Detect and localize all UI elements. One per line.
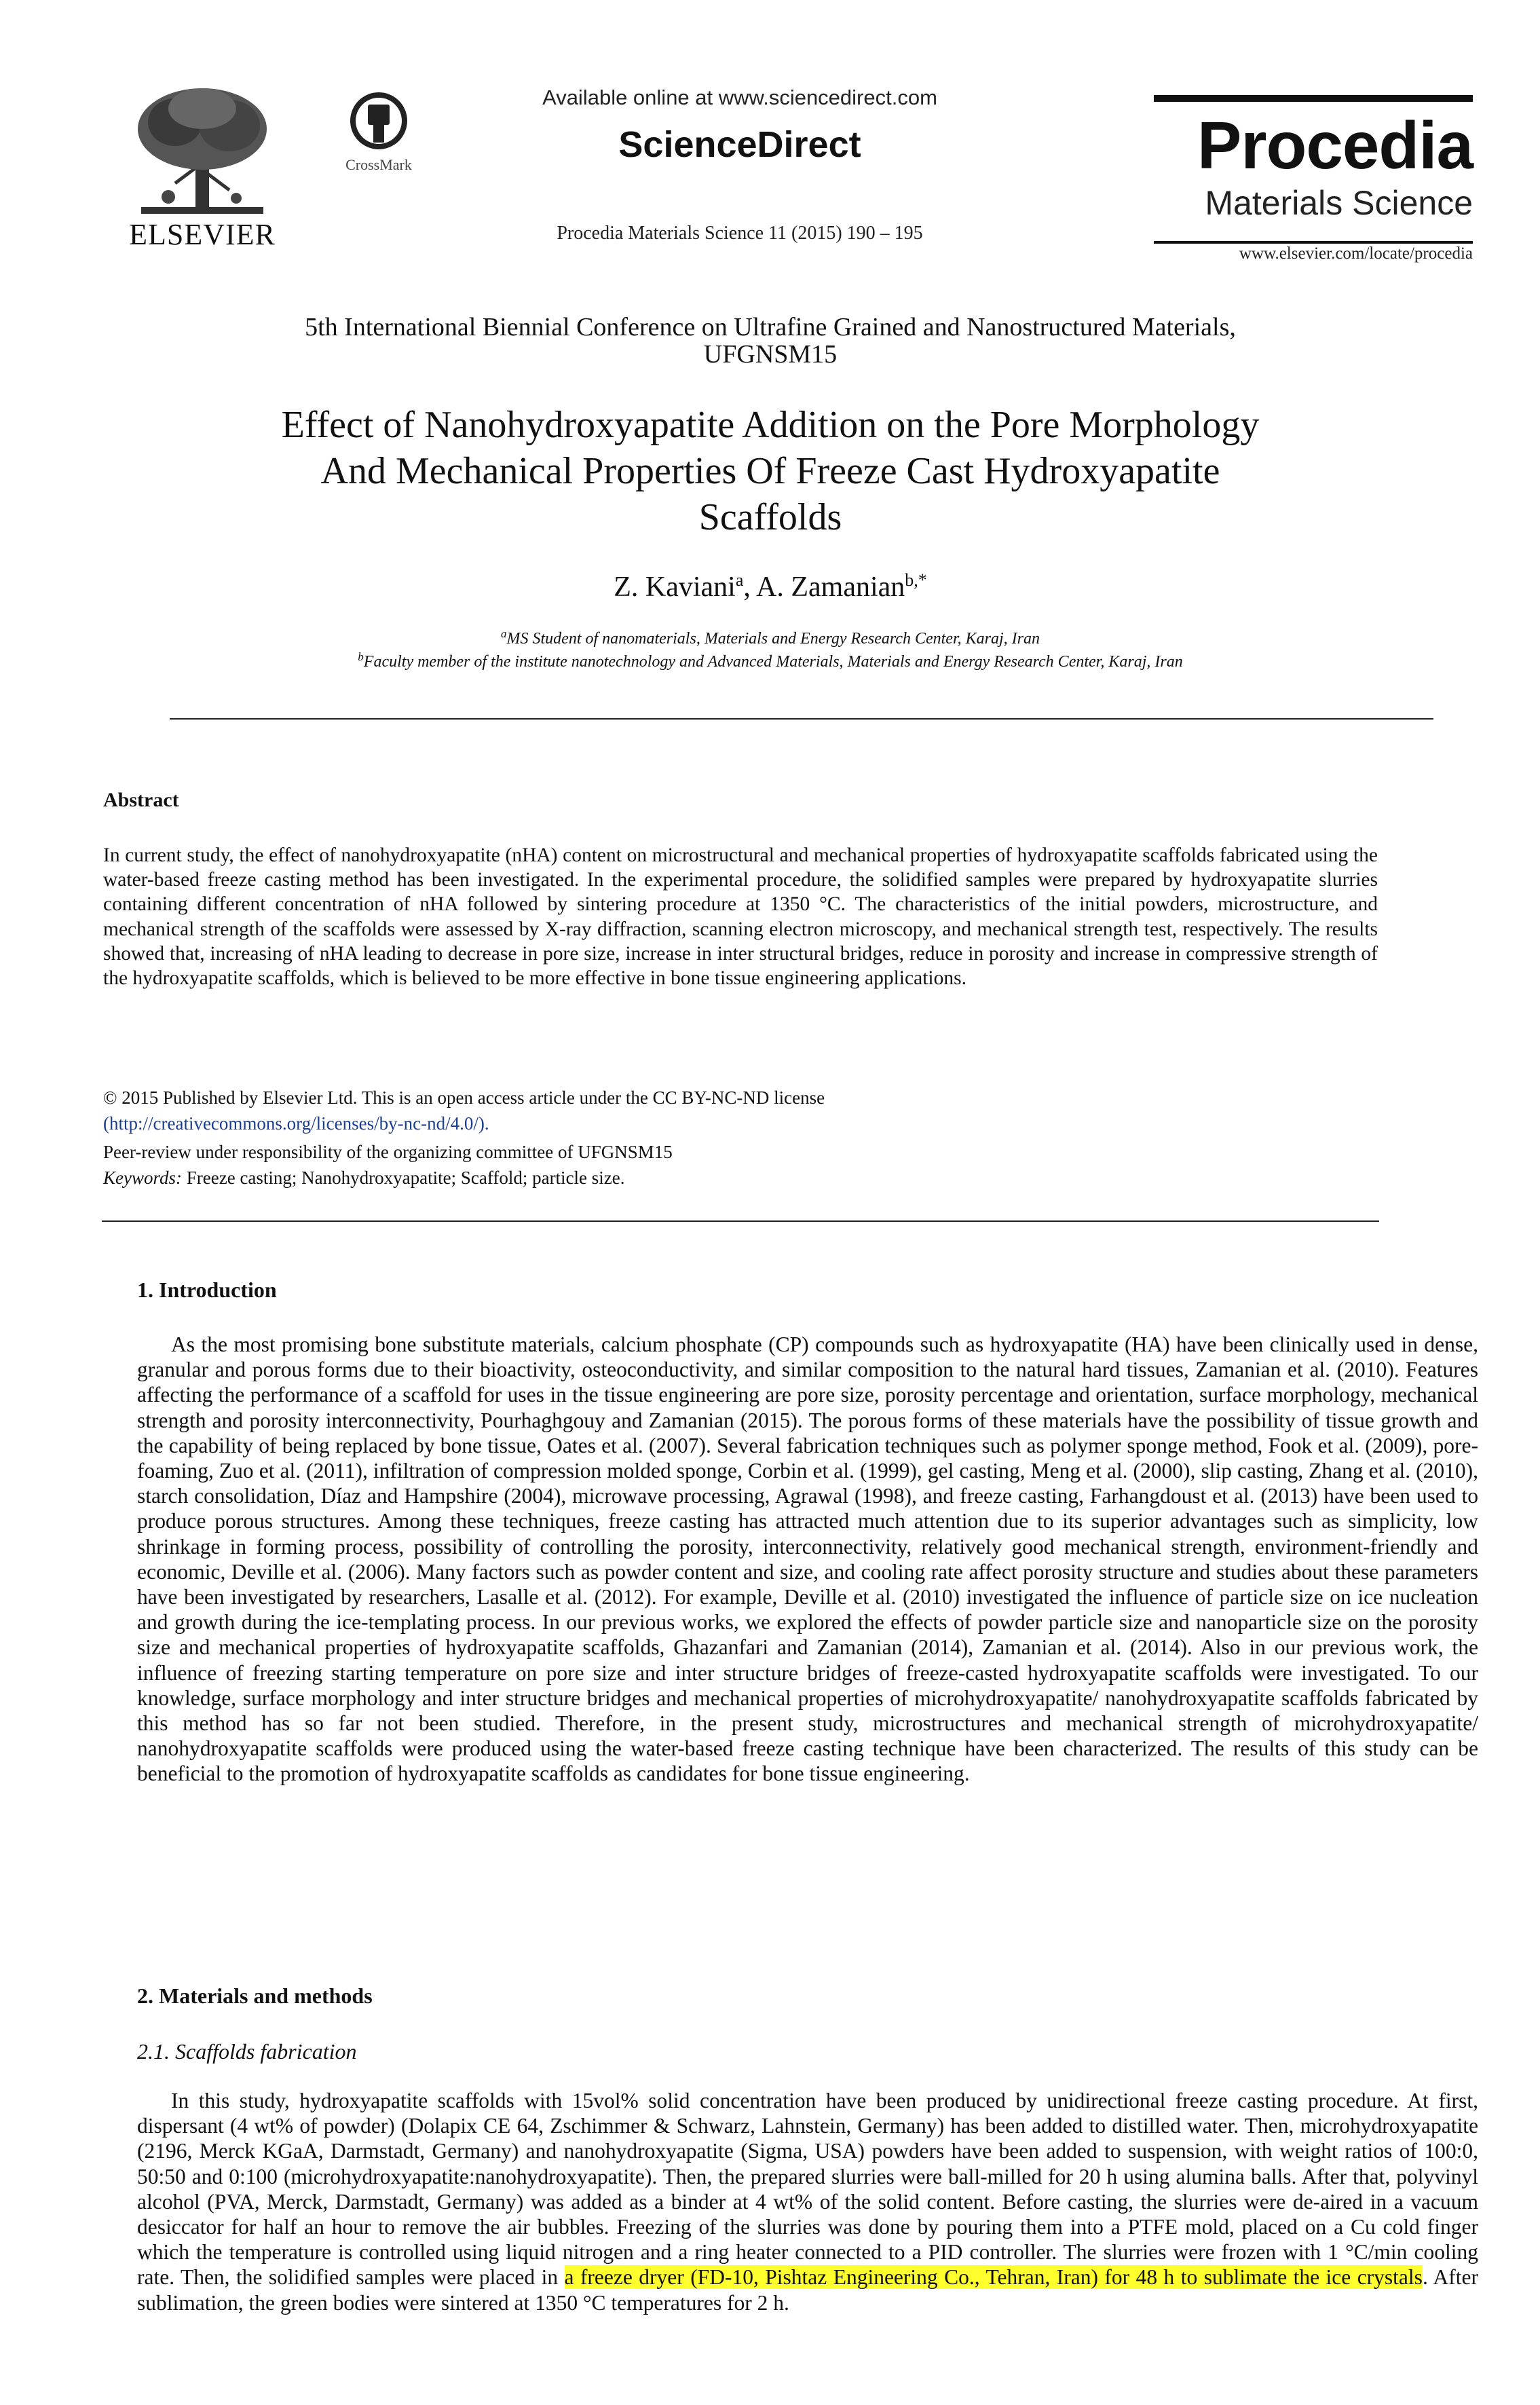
affiliation-b [136, 650, 1405, 671]
affiliation-a [136, 627, 1405, 648]
methods-text-part: In this study, hydroxyapatite scaffolds with 15vol% solid concentration have been produced by unidirectional freeze casting procedure. At first, dispersant (4 wt% of powder) (Dolapix CE 64, Zschimmer & Schwarz, Lahnstein, Germany) has been added to distilled water. Then, microhydroxyapatite (2196, Merck KGaA, Darmstadt, Germany) and nanohydroxyapatite (Sigma, USA) powders have been added to suspension, with weight ratios of 100:0, 50:50 and 0:100 (microhydroxyapatite:nanohydroxyapatite). Then, the prepared slurries were ball-milled for 20 h using alumina balls. After that, polyvinyl alcohol (PVA, Merck, Darmstadt, Germany) was added as a binder at 4 wt% of the solid content. Before casting, the slurries were de-aired in a vacuum desiccator for half an hour to remove the air bubbles. Freezing of the slurries was done by pouring them into a PTFE mold, placed on a Cu cold finger which the temperature is controlled using liquid nitrogen and a ring heater connected to a PID controller. The slurries were frozen with 1 °C/min cooling rate. Then, the solidified samples were placed in [137, 2089, 1478, 2290]
methods-text-part: . After sublimation, the green bodies were sintered at 1350 °C temperatures for 2 h. [137, 2265, 1478, 2315]
conference-line-1: 5th International Biennial Conference on Ultrafine Grained and Nanostructured Materials, [305, 313, 1236, 341]
crossmark-logo[interactable] [331, 90, 426, 178]
elsevier-url[interactable]: www.elsevier.com/locate/procedia [1239, 244, 1473, 263]
keywords-line [103, 1168, 625, 1189]
paper-title [170, 402, 1371, 540]
keywords-text: Freeze casting; Nanohydroxyapatite; Scaffold; particle size. [182, 1168, 625, 1188]
elsevier-tree-icon [128, 81, 277, 217]
highlighted-text: a freeze dryer (FD-10, Pishtaz Engineering Co., Tehran, Iran) for 48 h to sublimate the ice crystals [564, 2265, 1423, 2290]
paper-title-line-1: Effect of Nanohydroxyapatite Addition on the Pore Morphology [281, 404, 1260, 446]
author-name: Z. Kaviani [614, 572, 736, 603]
procedia-bottom-rule [1154, 241, 1473, 244]
conference-line-2: UFGNSM15 [703, 340, 838, 369]
affiliation-text: Faculty member of the institute nanotechnology and Advanced Materials, Materials and Energy Research Center, Karaj, Iran [363, 653, 1183, 671]
crossmark-icon [348, 90, 410, 152]
procedia-title: Procedia [1197, 108, 1473, 183]
license-link[interactable]: (http://creativecommons.org/licenses/by-nc-nd/4.0/). [103, 1113, 489, 1134]
methods-text [137, 2088, 1478, 2315]
affiliation-mark: a [501, 627, 507, 640]
paper-title-line-2: And Mechanical Properties Of Freeze Cast Hydroxyapatite [320, 450, 1220, 492]
journal-citation: Procedia Materials Science 11 (2015) 190 – 195 [557, 223, 923, 244]
paper-title-line-3: Scaffolds [698, 496, 842, 538]
author-affiliation-mark: b,* [905, 570, 927, 590]
abstract-divider [102, 1220, 1379, 1222]
conference-name [136, 314, 1405, 368]
introduction-heading: 1. Introduction [137, 1278, 277, 1302]
author-list [204, 570, 1337, 603]
abstract-text: In current study, the effect of nanohydroxyapatite (nHA) content on microstructural and mechanical properties of hydroxyapatite scaffolds fabricated using the water-based freeze casting method has been investigated. In the experimental procedure, the solidified samples were prepared by hydroxyapatite slurries containing different concentration of nHA followed by sintering procedure at 1350 °C. The characteristics of the initial powders, microstructure, and mechanical strength of the scaffolds were assessed by X-ray diffraction, scanning electron microscopy, and mechanical strength test, respectively. The results showed that, increasing of nHA leading to decrease in pore size, increase in inter structural bridges, reduce in porosity and increase in compressive strength of the hydroxyapatite scaffolds, which is believed to be more effective in bone tissue engineering applications. [103, 844, 1378, 990]
scaffolds-fabrication-subheading: 2.1. Scaffolds fabrication [137, 2039, 357, 2064]
author-separator: , [743, 572, 757, 603]
abstract-heading: Abstract [103, 789, 179, 811]
author-name: A. Zamanian [756, 572, 905, 603]
elsevier-logo [114, 81, 290, 251]
author-affiliation-mark: a [735, 570, 744, 590]
elsevier-wordmark: ELSEVIER [129, 218, 276, 251]
methods-heading: 2. Materials and methods [137, 1983, 373, 2008]
peer-review-line: Peer-review under responsibility of the organizing committee of UFGNSM15 [103, 1142, 673, 1162]
procedia-logo [1154, 95, 1473, 261]
title-divider [170, 718, 1433, 720]
available-online-text: Available online at www.sciencedirect.com [542, 86, 937, 109]
sciencedirect-wordmark: ScienceDirect [618, 124, 861, 165]
affiliation-text: MS Student of nanomaterials, Materials and Energy Research Center, Karaj, Iran [506, 630, 1040, 648]
procedia-subtitle: Materials Science [1205, 184, 1473, 222]
affiliation-mark: b [358, 650, 364, 663]
crossmark-label: CrossMark [345, 156, 412, 173]
copyright-line: © 2015 Published by Elsevier Ltd. This is an open access article under the CC BY-NC-ND license [103, 1087, 825, 1108]
introduction-text: As the most promising bone substitute materials, calcium phosphate (CP) compounds such as hydroxyapatite (HA) have been clinically used in dense, granular and porous forms due to their bioactivity, osteoconductivity, and similar composition to the natural hard tissues, Zamanian et al. (2010). Features affecting the performance of a scaffold for uses in the tissue engineering are pore size, porosity percentage and orientation, surface morphology, mechanical strength and porosity interconnectivity, Pourhaghgouy and Zamanian (2015). The porous forms of these materials have the possibility of tissue growth and the capability of being replaced by bone tissue, Oates et al. (2007). Several fabrication techniques such as polymer sponge method, Fook et al. (2009), pore-foaming, Zuo et al. (2011), infiltration of compression molded sponge, Corbin et al. (1999), gel casting, Meng et al. (2000), slip casting, Zhang et al. (2010), starch consolidation, Díaz and Hampshire (2004), microwave processing, Agrawal (1998), and freeze casting, Farhangdoust et al. (2013) have been used to produce porous structures. Among these techniques, freeze casting has attracted much attention due to its superior advantages such as simplicity, low shrinkage in forming process, possibility of controlling the porosity, interconnectivity, relatively good mechanical strength, environment-friendly and economic, Deville et al. (2006). Many factors such as powder content and size, and cooling rate affect porosity structure and studies about these parameters have been investigated by researchers, Lasalle et al. (2012). For example, Deville et al. (2010) investigated the influence of particle size on ice nucleation and growth during the ice-templating process. In our previous works, we explored the effects of powder particle size and nanoparticle size on the porosity size and mechanical properties of hydroxyapatite scaffolds, Ghazanfari and Zamanian (2014), Zamanian et al. (2014). Also in our previous work, the influence of freezing starting temperature on pore size and inter structure bridges of freeze-casted hydroxyapatite scaffolds were investigated. To our knowledge, surface morphology and inter structure bridges and mechanical properties of microhydroxyapatite/ nanohydroxyapatite scaffolds fabricated by this method has so far not been studied. Therefore, in the present study, microstructures and mechanical strength of microhydroxyapatite/ nanohydroxyapatite scaffolds were produced using the water-based freeze casting technique have been characterized. The results of this study can be beneficial to the promotion of hydroxyapatite scaffolds as candidates for bone tissue engineering. [137, 1332, 1478, 1786]
procedia-top-rule [1154, 95, 1473, 102]
keywords-label: Keywords: [103, 1168, 182, 1188]
